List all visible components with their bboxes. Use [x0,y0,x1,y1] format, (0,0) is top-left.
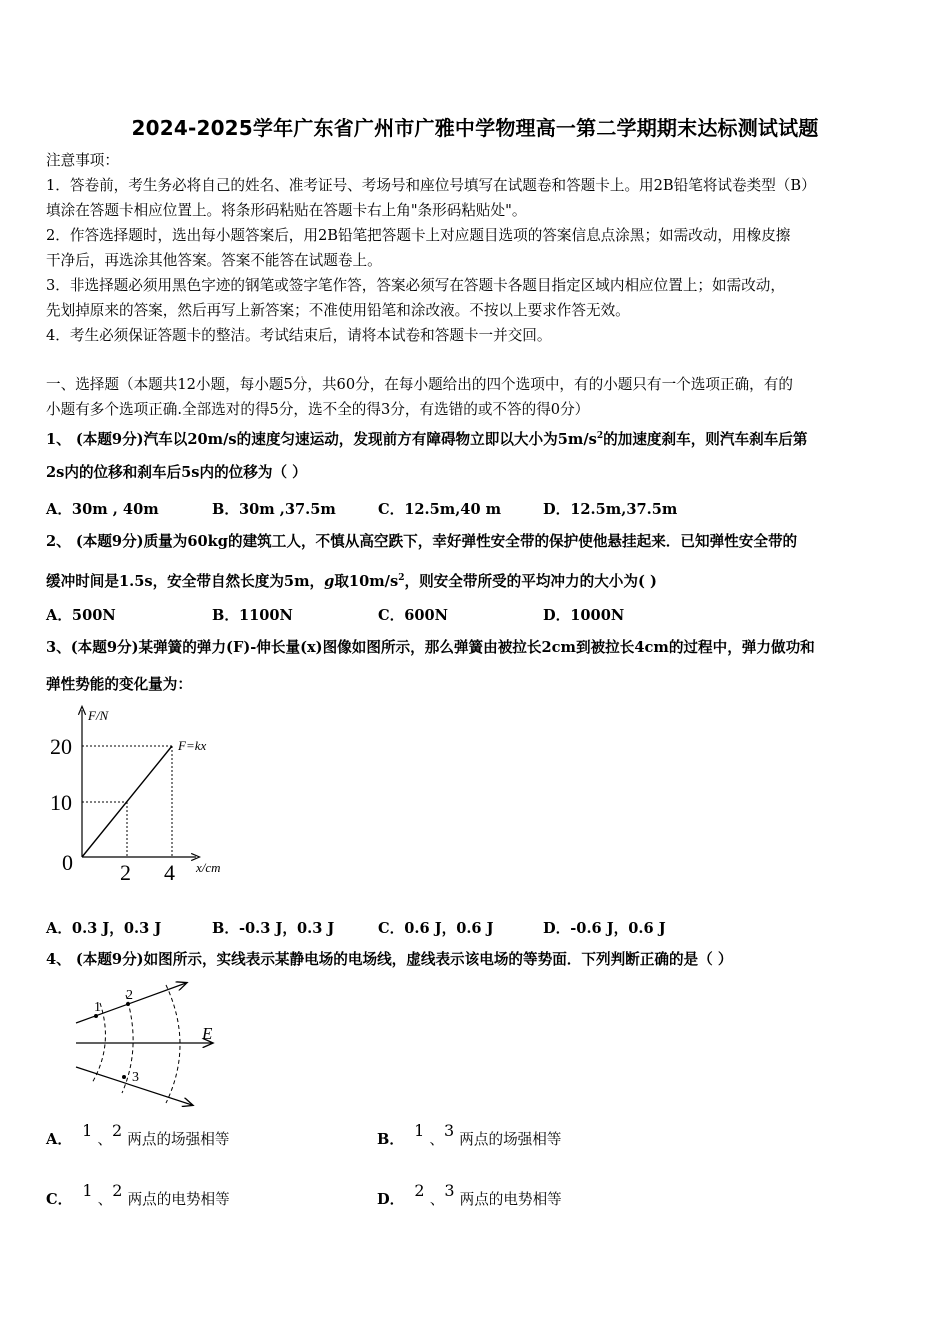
q3-option-b[interactable]: B．-0.3 J，0.3 J [212,920,335,937]
q4-option-c[interactable]: C． 1 、2 两点的电势相等 [46,1181,230,1208]
q2-option-c[interactable]: C．600N [378,607,449,624]
q1-option-d[interactable]: D．12.5m,37.5m [543,501,678,518]
q4-option-b[interactable]: B． 1 、3 两点的场强相等 [377,1121,562,1148]
q2-stem: 缓冲时间是1.5s，安全带自然长度为5m，g取$10m/s^2$，则安全带所受的平均冲力的大小为( ) [46,572,657,590]
electric-field-diagram [70,975,230,1110]
notice-line: 3．非选择题必须用黑色字迹的钢笔或签字笔作答，答案必须写在答题卡各题目指定区域内相应位置上；如需改动， [46,277,785,294]
q2-stem: 2、 (本题9分)质量为60kg的建筑工人，不慎从高空跌下，幸好弹性安全带的保护使他悬挂起来．已知弹性安全带的 [46,533,798,550]
line-label: F=kx [178,738,207,753]
notice-line: 2．作答选择题时，选出每小题答案后，用2B铅笔把答题卡上对应题目选项的答案信息点涂黑；如需改动，用橡皮擦 [46,227,791,244]
q3-stem: 弹性势能的变化量为： [46,676,192,693]
q3-option-d[interactable]: D．-0.6 J，0.6 J [543,920,666,937]
q1-stem: 1、 (本题9分)汽车以20m/s的速度匀速运动，发现前方有障碍物立即以大小为$5m/s^2$的加速度刹车，则汽车刹车后第 [46,430,808,448]
notice-line: 填涂在答题卡相应位置上。将条形码粘贴在答题卡右上角"条形码粘贴处"。 [46,202,527,219]
q1-option-c[interactable]: C．12.5m,40 m [378,501,502,518]
q1-option-b[interactable]: B．30m ,37.5m [212,501,336,518]
q3-option-a[interactable]: A．0.3 J，0.3 J [46,920,162,937]
notice-line: 先划掉原来的答案，然后再写上新答案；不准使用铅笔和涂改液。不按以上要求作答无效。 [46,302,630,319]
q1-stem: 2s内的位移和刹车后5s内的位移为（ ） [46,464,307,481]
spring-force-graph [46,700,246,890]
section-instructions: 一、选择题（本题共12小题，每小题5分，共60分，在每小题给出的四个选项中，有的小题只有一个选项正确，有的 [46,376,793,393]
equipotential-line [166,985,180,1103]
q4-option-d[interactable]: D． 2 、3 两点的电势相等 [377,1181,562,1208]
notice-line: 干净后，再选涂其他答案。答案不能答在试题卷上。 [46,252,382,269]
notice-heading: 注意事项： [46,152,119,169]
q2-option-a[interactable]: A．500N [46,607,116,624]
point-label: 1 [94,1000,101,1015]
point-label: 3 [132,1070,139,1085]
point-3 [122,1075,126,1079]
x-axis-label: x/cm [196,860,221,875]
point-label: 2 [126,988,133,1003]
notice-line: 4．考生必须保证答题卡的整洁。考试结束后，请将本试卷和答题卡一并交回。 [46,327,552,344]
field-label: E [202,1024,213,1043]
y-tick-label: 10 [50,790,72,815]
y-axis-label: F/N [88,708,109,723]
notice-line: 1．答卷前，考生务必将自己的姓名、准考证号、考场号和座位号填写在试题卷和答题卡上。用2B铅笔将试卷类型（B） [46,177,816,194]
q3-option-c[interactable]: C．0.6 J，0.6 J [378,920,494,937]
q3-stem: 3、(本题9分)某弹簧的弹力(F)-伸长量(x)图像如图所示，那么弹簧由被拉长2cm到被拉长4cm的过程中，弹力做功和 [46,639,815,656]
page-title: 2024-2025学年广东省广州市广雅中学物理高一第二学期期末达标测试试题 [131,116,819,140]
q4-stem: 4、 (本题9分)如图所示，实线表示某静电场的电场线，虚线表示该电场的等势面．下列判断正确的是（ ） [46,951,733,968]
x-tick-label: 2 [120,860,131,885]
q2-option-b[interactable]: B．1100N [212,607,293,624]
y-tick-label: 20 [50,734,72,759]
q1-option-a[interactable]: A．30m , 40m [46,501,159,518]
y-tick-label: 0 [62,850,73,875]
x-tick-label: 4 [164,860,175,885]
q4-option-a[interactable]: A． 1 、2 两点的场强相等 [46,1121,230,1148]
q2-option-d[interactable]: D．1000N [543,607,625,624]
section-instructions: 小题有多个选项正确.全部选对的得5分，选不全的得3分，有选错的或不答的得0分） [46,401,590,418]
